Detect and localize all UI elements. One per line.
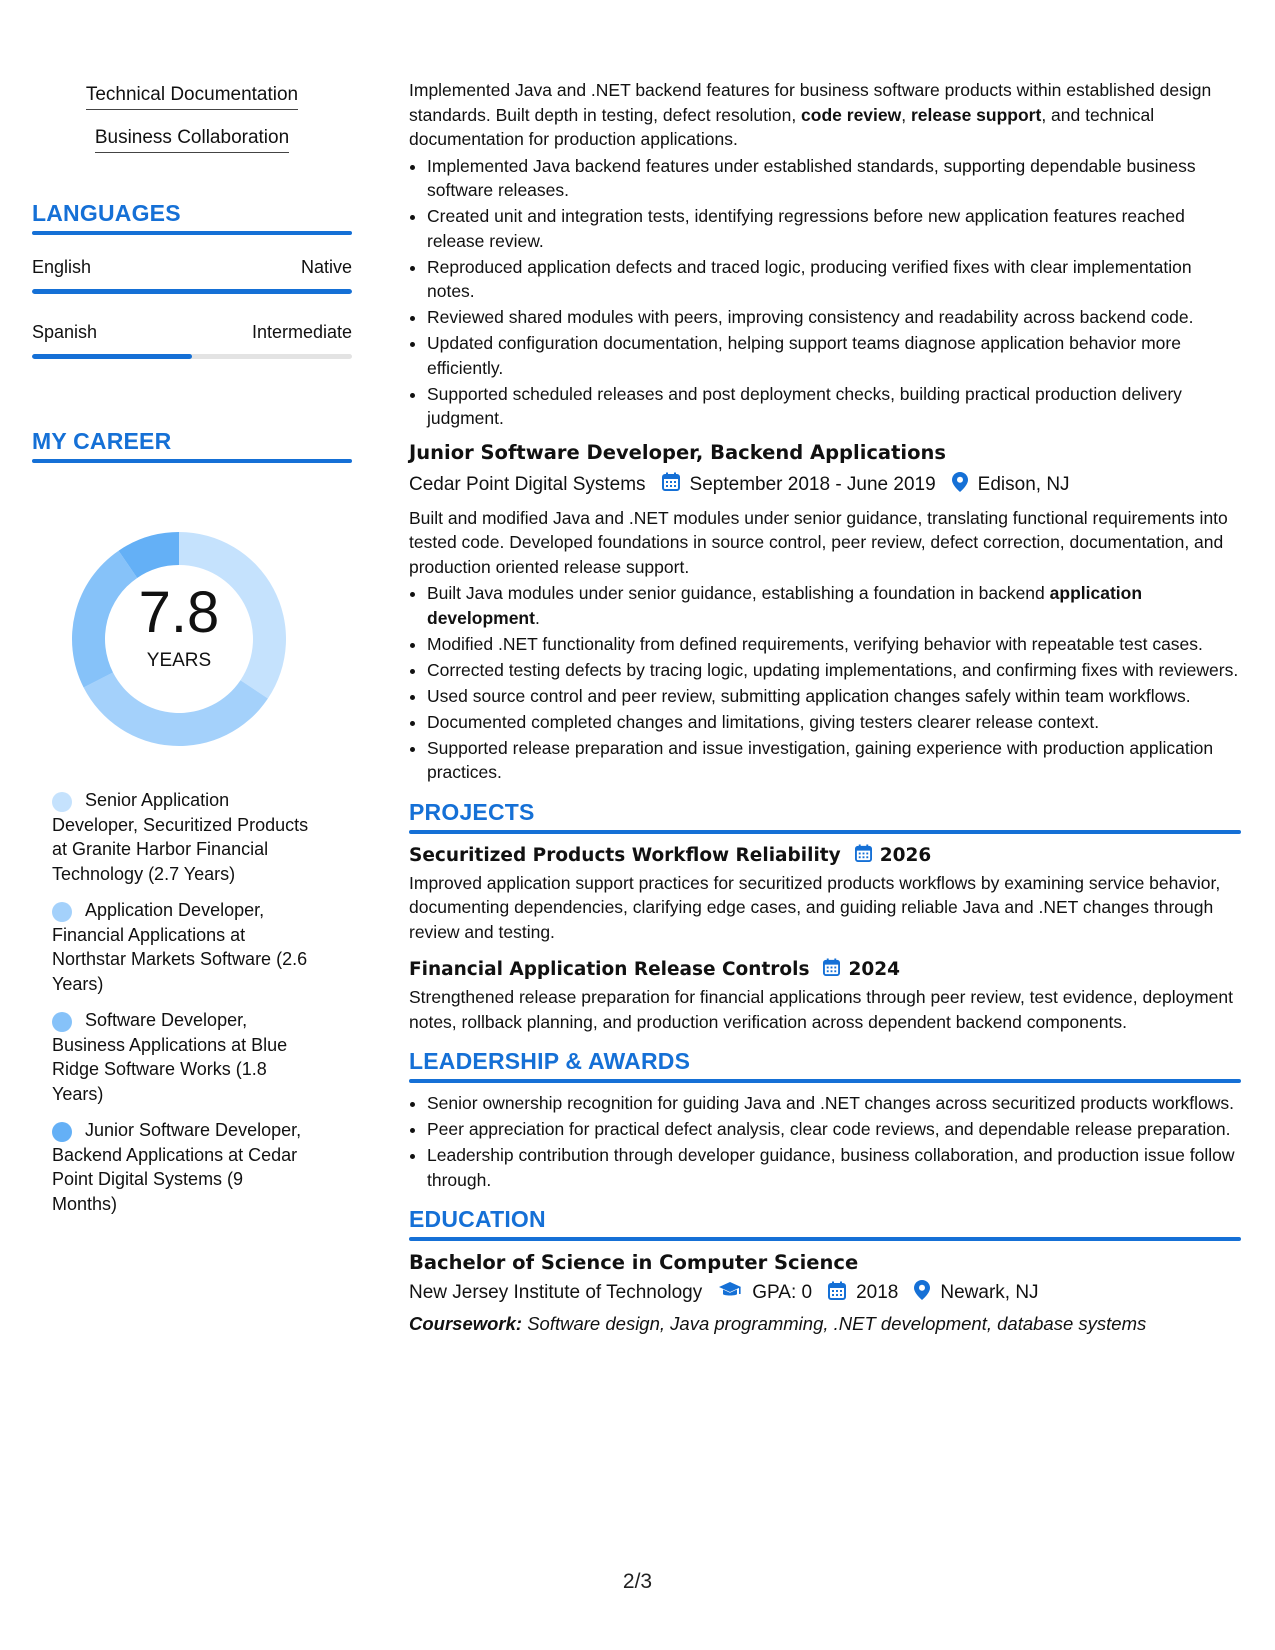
location-pin-icon xyxy=(952,472,968,498)
job-location: Edison, NJ xyxy=(977,473,1070,495)
career-legend-item xyxy=(32,898,312,996)
section-rule xyxy=(409,1237,1241,1241)
education-meta xyxy=(409,1280,1241,1306)
degree-title: Bachelor of Science in Computer Science xyxy=(409,1251,859,1274)
page-number: 2/3 xyxy=(622,1570,653,1593)
school-location: Newark, NJ xyxy=(940,1282,1039,1303)
legend-dot xyxy=(52,1122,72,1142)
project-name: Financial Application Release Controls xyxy=(409,959,810,980)
coursework-text: Software design, Java programming, .NET development, database systems xyxy=(527,1313,1147,1334)
coursework xyxy=(409,1312,1241,1337)
legend-dot xyxy=(52,792,72,812)
section-rule xyxy=(32,459,352,463)
graduation-cap-icon xyxy=(718,1281,742,1305)
language-level: Intermediate xyxy=(251,322,352,342)
bullet-item: • Modified .NET functionality from defined requirements, verifying behavior with repeatable test cases. xyxy=(427,632,1241,657)
career-legend-text: Software Developer, Business Applications at Blue Ridge Software Works (1.8 Years) xyxy=(52,1010,288,1104)
language-bar-fill xyxy=(32,354,192,359)
project-year: 2024 xyxy=(848,959,900,980)
leadership-heading: LEADERSHIP & AWARDS xyxy=(409,1048,691,1074)
career-legend xyxy=(32,788,352,1216)
job-dates: September 2018 - June 2019 xyxy=(689,473,936,495)
skill-tag: Business Collaboration xyxy=(95,127,289,153)
career-heading: MY CAREER xyxy=(32,428,172,454)
job-meta xyxy=(409,472,1241,498)
section-rule xyxy=(409,1079,1241,1083)
coursework-label: Coursework: xyxy=(409,1313,523,1334)
bullet-item: • Leadership contribution through developer guidance, business collaboration, and production issue follow through. xyxy=(427,1143,1241,1192)
project-description: Improved application support practices for securitized products workflows by examining service behavior, documenting dependencies, clarifying edge cases, and guiding reliable Java and .NET changes through review and testing. xyxy=(409,872,1221,942)
job-summary: Built and modified Java and .NET modules under senior guidance, translating functional requirements into tested code. Developed foundations in source control, peer review, defect correction, documentation, and production oriented release support. xyxy=(409,507,1228,577)
bullet-item: • Created unit and integration tests, identifying regressions before new application features reached release review. xyxy=(427,204,1241,253)
bullet-item: • Used source control and peer review, submitting application changes safely within team workflows. xyxy=(427,684,1241,709)
calendar-icon xyxy=(662,472,680,497)
career-donut-chart xyxy=(67,527,291,751)
section-rule xyxy=(409,830,1241,834)
job-bullets xyxy=(409,581,1241,785)
bullet-item: • Supported scheduled releases and post deployment checks, building practical production delivery judgment. xyxy=(427,382,1241,431)
donut-slice xyxy=(84,673,268,746)
main-content xyxy=(409,78,1241,1337)
bullet-item: • Reviewed shared modules with peers, improving consistency and readability across backend code. xyxy=(427,305,1241,330)
project-title-row xyxy=(409,844,1241,867)
legend-dot xyxy=(52,902,72,922)
language-bar xyxy=(32,289,352,294)
school-name: New Jersey Institute of Technology xyxy=(409,1282,703,1303)
bullet-item: • Corrected testing defects by tracing logic, updating implementations, and confirming fixes with reviewers. xyxy=(427,658,1241,683)
languages-section xyxy=(32,200,352,359)
location-pin-icon xyxy=(914,1280,930,1306)
language-level: Native xyxy=(300,257,352,277)
bullet-item: • Documented completed changes and limitations, giving testers clearer release context. xyxy=(427,710,1241,735)
bullet-item: • Supported release preparation and issue investigation, gaining experience with production application practices. xyxy=(427,736,1241,785)
bullet-item: • Updated configuration documentation, helping support teams diagnose application behavior more efficiently. xyxy=(427,331,1241,380)
languages-heading: LANGUAGES xyxy=(32,200,181,226)
job-title: Junior Software Developer, Backend Applications xyxy=(409,440,946,464)
career-section xyxy=(32,428,352,463)
project-year: 2026 xyxy=(879,844,932,866)
education-heading: EDUCATION xyxy=(409,1206,546,1232)
career-legend-item xyxy=(32,1118,312,1216)
experience-summary: Implemented Java and .NET backend features for business software products within established design standards. Built depth in testing, defect resolution, code review, release support, and technical documentation for production applications. xyxy=(409,80,1212,149)
graduation-year: 2018 xyxy=(856,1282,899,1303)
leadership-bullets xyxy=(409,1091,1241,1192)
career-total: 7.8 xyxy=(138,580,220,645)
bullet-item: • Reproduced application defects and traced logic, producing verified fixes with clear implementation notes. xyxy=(427,255,1241,304)
language-bar-fill xyxy=(32,289,352,294)
project-name: Securitized Products Workflow Reliability xyxy=(409,844,841,866)
project-title-row xyxy=(409,958,1241,981)
bullet-item: • Senior ownership recognition for guiding Java and .NET changes across securitized products workflows. xyxy=(427,1091,1241,1116)
language-row xyxy=(32,257,352,278)
language-name: English xyxy=(32,257,92,277)
career-legend-text: Senior Application Developer, Securitized Products at Granite Harbor Financial Technology (2.7 Years) xyxy=(52,790,309,884)
language-row xyxy=(32,322,352,343)
company-name: Cedar Point Digital Systems xyxy=(409,473,646,495)
career-legend-text: Junior Software Developer, Backend Applications at Cedar Point Digital Systems (9 Months) xyxy=(52,1120,302,1214)
career-legend-item xyxy=(32,1008,312,1106)
gpa: GPA: 0 xyxy=(752,1282,813,1303)
language-name: Spanish xyxy=(32,322,98,342)
calendar-icon xyxy=(828,1281,846,1306)
career-legend-text: Application Developer, Financial Applications at Northstar Markets Software (2.6 Years) xyxy=(52,900,308,994)
project-description: Strengthened release preparation for financial applications through peer review, test evidence, deployment notes, rollback planning, and production verification across dependent backend components. xyxy=(409,987,1233,1032)
calendar-icon xyxy=(823,958,840,981)
calendar-icon xyxy=(855,844,872,867)
career-unit: YEARS xyxy=(146,650,212,671)
projects-heading: PROJECTS xyxy=(409,798,535,825)
bullet-item: • Implemented Java backend features under established standards, supporting dependable business software releases. xyxy=(427,154,1241,203)
language-bar xyxy=(32,354,352,359)
section-rule xyxy=(32,231,352,235)
skill-tag: Technical Documentation xyxy=(86,84,298,110)
experience-bullets xyxy=(409,154,1241,431)
bullet-item: • Peer appreciation for practical defect analysis, clear code reviews, and dependable release preparation. xyxy=(427,1117,1241,1142)
career-legend-item xyxy=(32,788,312,886)
legend-dot xyxy=(52,1012,72,1032)
bullet-item: • Built Java modules under senior guidance, establishing a foundation in backend application development. xyxy=(427,581,1241,630)
